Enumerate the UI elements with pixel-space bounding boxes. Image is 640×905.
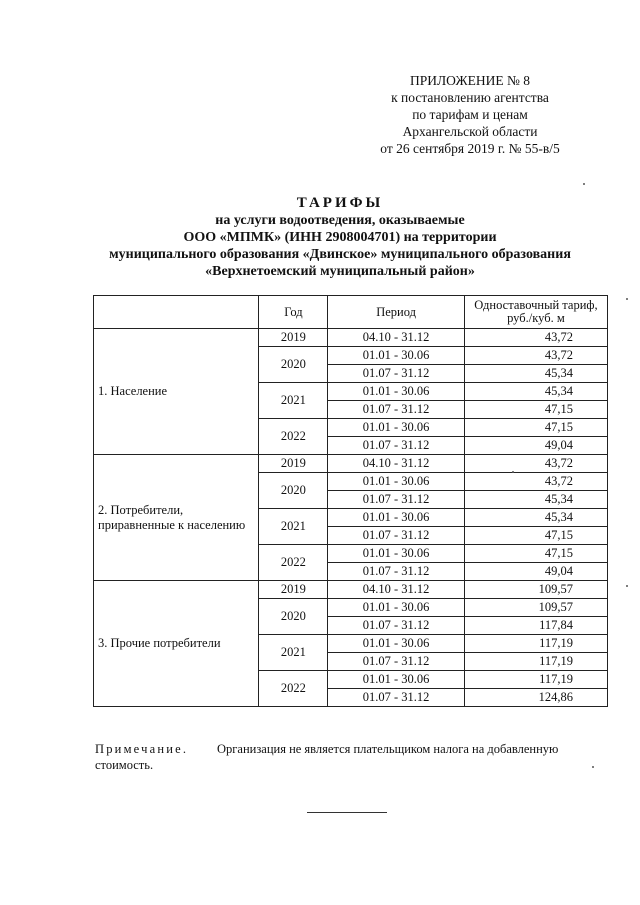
scan-speck bbox=[592, 766, 594, 768]
table-row bbox=[94, 329, 608, 347]
tariff-value-cell: 43,72 bbox=[464, 455, 607, 473]
period-cell: 04.10 - 31.12 bbox=[328, 455, 465, 473]
tariff-value-cell: 47,15 bbox=[464, 401, 607, 419]
year-cell: 2021 bbox=[259, 383, 328, 419]
period-cell: 01.07 - 31.12 bbox=[328, 689, 465, 707]
period-cell: 01.07 - 31.12 bbox=[328, 653, 465, 671]
group-name: 3. Прочие потребители bbox=[98, 636, 221, 650]
closing-rule bbox=[307, 812, 387, 813]
tariff-value-cell: 117,84 bbox=[464, 617, 607, 635]
tariff-value-cell: 117,19 bbox=[464, 653, 607, 671]
table-header-row bbox=[94, 296, 608, 329]
period-cell: 01.01 - 30.06 bbox=[328, 635, 465, 653]
year-cell: 2021 bbox=[259, 635, 328, 671]
tariff-value-cell: 117,19 bbox=[464, 671, 607, 689]
header-group bbox=[94, 296, 259, 329]
period-cell: 01.01 - 30.06 bbox=[328, 347, 465, 365]
tariff-value-cell: 117,19 bbox=[464, 635, 607, 653]
period-cell: 01.07 - 31.12 bbox=[328, 491, 465, 509]
scan-speck bbox=[512, 471, 514, 473]
table-row bbox=[94, 455, 608, 473]
period-cell: 01.01 - 30.06 bbox=[328, 509, 465, 527]
year-cell: 2019 bbox=[259, 329, 328, 347]
appendix-number: ПРИЛОЖЕНИЕ № 8 bbox=[409, 73, 531, 88]
tariff-value-cell: 49,04 bbox=[464, 563, 607, 581]
scan-speck bbox=[626, 298, 628, 300]
group-name-cell bbox=[94, 581, 259, 707]
period-cell: 01.07 - 31.12 bbox=[328, 527, 465, 545]
period-cell: 01.07 - 31.12 bbox=[328, 401, 465, 419]
group-name-cell bbox=[94, 455, 259, 581]
group-name: 2. Потребители, bbox=[98, 502, 184, 517]
header-period: Период bbox=[328, 296, 465, 329]
title-main: ТАРИФЫ bbox=[296, 195, 384, 211]
tariff-value-cell: 43,72 bbox=[464, 473, 607, 491]
header-tariff-line: Одноставочный тариф, bbox=[474, 298, 598, 312]
title-line: на услуги водоотведения, оказываемые bbox=[215, 213, 465, 228]
period-cell: 01.01 - 30.06 bbox=[328, 419, 465, 437]
tariff-value-cell: 45,34 bbox=[464, 491, 607, 509]
tariff-value-cell: 45,34 bbox=[464, 383, 607, 401]
tariff-value-cell: 47,15 bbox=[464, 527, 607, 545]
year-cell: 2022 bbox=[259, 419, 328, 455]
header-year: Год bbox=[259, 296, 328, 329]
title-line: муниципального образования «Двинское» муниципального образования bbox=[109, 247, 571, 262]
year-cell: 2020 bbox=[259, 347, 328, 383]
group-name-cell bbox=[94, 329, 259, 455]
tariff-value-cell: 47,15 bbox=[464, 545, 607, 563]
appendix-block bbox=[340, 72, 600, 157]
tariff-value-cell: 109,57 bbox=[464, 581, 607, 599]
tariff-value-cell: 49,04 bbox=[464, 437, 607, 455]
tariff-value-cell: 47,15 bbox=[464, 419, 607, 437]
group-name: 1. Население bbox=[98, 384, 168, 398]
tariff-value-cell: 124,86 bbox=[464, 689, 607, 707]
tariff-value-cell: 45,34 bbox=[464, 365, 607, 383]
year-cell: 2020 bbox=[259, 473, 328, 509]
year-cell: 2019 bbox=[259, 581, 328, 599]
year-cell: 2020 bbox=[259, 599, 328, 635]
period-cell: 04.10 - 31.12 bbox=[328, 329, 465, 347]
appendix-ref-line: по тарифам и ценам bbox=[412, 107, 528, 122]
period-cell: 01.01 - 30.06 bbox=[328, 545, 465, 563]
period-cell: 01.07 - 31.12 bbox=[328, 617, 465, 635]
period-cell: 01.01 - 30.06 bbox=[328, 473, 465, 491]
scan-speck bbox=[626, 585, 628, 587]
tariff-table bbox=[93, 295, 608, 707]
tariff-value-cell: 43,72 bbox=[464, 347, 607, 365]
year-cell: 2022 bbox=[259, 671, 328, 707]
period-cell: 01.07 - 31.12 bbox=[328, 365, 465, 383]
title-line: «Верхнетоемский муниципальный район» bbox=[205, 264, 475, 279]
note-label: Примечание. bbox=[95, 742, 189, 756]
table-row bbox=[94, 581, 608, 599]
appendix-date: от 26 сентября 2019 г. № 55-в/5 bbox=[380, 141, 560, 156]
document-title bbox=[60, 195, 620, 280]
scan-speck bbox=[583, 183, 585, 185]
year-cell: 2019 bbox=[259, 455, 328, 473]
period-cell: 01.07 - 31.12 bbox=[328, 437, 465, 455]
tariff-value-cell: 45,34 bbox=[464, 509, 607, 527]
table-body bbox=[94, 329, 608, 707]
group-name-cont: приравненные к населению bbox=[98, 517, 246, 532]
header-tariff bbox=[464, 296, 607, 329]
title-line: ООО «МПМК» (ИНН 2908004701) на территории bbox=[183, 230, 497, 245]
period-cell: 01.07 - 31.12 bbox=[328, 563, 465, 581]
period-cell: 01.01 - 30.06 bbox=[328, 671, 465, 689]
note-block bbox=[95, 741, 607, 773]
appendix-ref-line: к постановлению агентства bbox=[391, 90, 549, 105]
header-tariff-unit: руб./куб. м bbox=[507, 311, 565, 325]
year-cell: 2021 bbox=[259, 509, 328, 545]
period-cell: 01.01 - 30.06 bbox=[328, 599, 465, 617]
period-cell: 04.10 - 31.12 bbox=[328, 581, 465, 599]
year-cell: 2022 bbox=[259, 545, 328, 581]
tariff-value-cell: 109,57 bbox=[464, 599, 607, 617]
period-cell: 01.01 - 30.06 bbox=[328, 383, 465, 401]
appendix-ref-line: Архангельской области bbox=[402, 124, 538, 139]
tariff-value-cell: 43,72 bbox=[464, 329, 607, 347]
note-text: Организация не является плательщиком налога на добавленную стоимость. bbox=[95, 742, 559, 772]
